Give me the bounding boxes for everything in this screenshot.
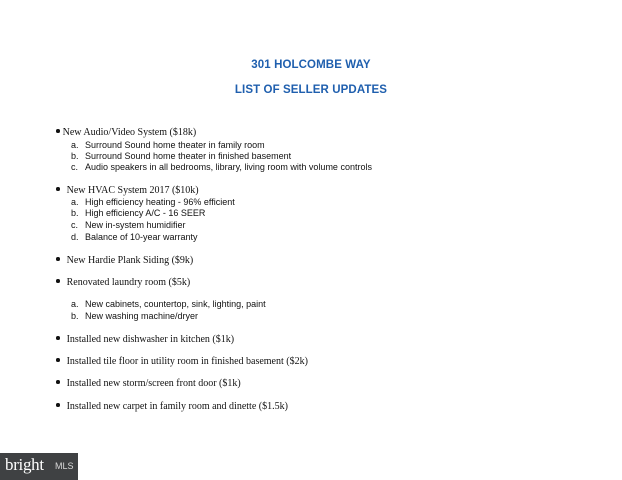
sub-list-item: b. New washing machine/dryer xyxy=(71,311,199,321)
logo-suffix-text: MLS xyxy=(55,461,74,471)
list-item: New Audio/Video System ($18k) xyxy=(56,127,196,139)
sub-list-item: c. Audio speakers in all bedrooms, library, living room with volume controls xyxy=(71,162,372,172)
list-item: Installed tile floor in utility room in finished basement ($2k) xyxy=(56,356,308,368)
list-item: New Hardie Plank Siding ($9k) xyxy=(56,255,193,267)
bullet-icon xyxy=(56,279,60,283)
list-item: Renovated laundry room ($5k) xyxy=(56,277,190,289)
list-item: Installed new carpet in family room and dinette ($1.5k) xyxy=(56,401,288,413)
sub-list-item: b. Surround Sound home theater in finished basement xyxy=(71,151,292,161)
bullet-icon xyxy=(56,358,60,362)
bullet-icon xyxy=(56,336,60,340)
list-item: Installed new dishwasher in kitchen ($1k) xyxy=(56,334,234,346)
bright-mls-logo xyxy=(0,453,78,480)
bullet-icon xyxy=(56,380,60,384)
bullet-icon xyxy=(56,187,60,191)
list-item: Installed new storm/screen front door ($1k) xyxy=(56,378,241,390)
sub-list-item: a. New cabinets, countertop, sink, lighting, paint xyxy=(71,299,266,309)
sub-list-item: b. High efficiency A/C - 16 SEER xyxy=(71,208,206,218)
sub-list-item: c. New in-system humidifier xyxy=(71,220,186,230)
document-title: 301 HOLCOMBE WAY xyxy=(251,59,371,71)
sub-list-item: a. Surround Sound home theater in family room xyxy=(71,140,265,150)
bullet-icon xyxy=(56,257,60,261)
sub-list-item: d. Balance of 10-year warranty xyxy=(71,232,198,242)
sub-list-item: a. High efficiency heating - 96% efficient xyxy=(71,197,235,207)
list-item: New HVAC System 2017 ($10k) xyxy=(56,185,199,197)
logo-brand-text: bright xyxy=(5,455,44,474)
bullet-icon xyxy=(56,129,60,133)
document-subtitle: LIST OF SELLER UPDATES xyxy=(234,84,388,96)
bullet-icon xyxy=(56,403,60,407)
